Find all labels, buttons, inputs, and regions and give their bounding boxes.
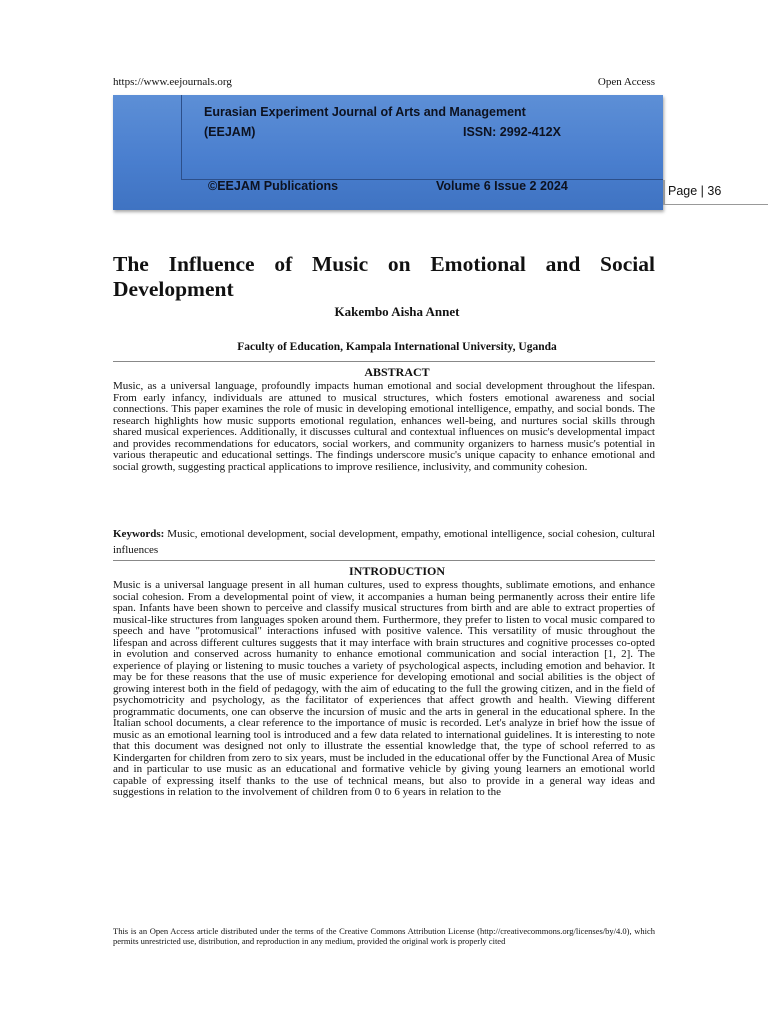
journal-abbrev: (EEJAM) bbox=[204, 125, 256, 139]
introduction-heading: INTRODUCTION bbox=[348, 564, 445, 578]
keywords-list: Music, emotional development, social development, empathy, emotional intelligence, social cohesion, cultural influences bbox=[113, 528, 655, 556]
journal-abbrev-row bbox=[204, 125, 604, 139]
introduction-text: Music is a universal language present in all human cultures, used to express thoughts, sublimate emotions, and enhance social cohesion. From a developmental point of view, it accompanies a human being permanently across their entire life span. Infants have been shown to perceive and classify musical structures from birth and are able to extract properties of musical-like structures from languages spoken around them. Furthermore, they prefer to listen to vocal music compared to speech and have "protomusical" interactions infused with positive valence. This versatility of music throughout the lifespan and across different cultures suggests that it may interface with brain structures and cognitive processes co-opted in evolution and conserved across humanity to enhance emotional communication and social interaction [1, 2]. The experience of playing or listening to music touches a variety of psychological aspects, including emotion and behavior. It may be for these reasons that the use of music experience for developing emotional and social abilities is the object of growing interest both in the field of pedagogy, with the aim of educating to the full the growing citizen, and in the field of psychomotricity and psychology, as the facilitator of experiences that affect growth and health. Viewing different programmatic documents, one can observe the incursion of music and the arts in general in the educational sphere. In the Italian school documents, a clear reference to the importance of music is recorded. Let's analyze in brief how the issue of music as an emotional learning tool is introduced and a few data related to international guidelines. It is interesting to note that this document was designed not only to illustrate the essential knowledge that, the type of school referred to as Kindergarten for children from zero to six years, must be included in the educational offer by the Functional Area of Music and in particular to use music as an educational and formative vehicle by giving young learners an emotional world capable of expressing itself thanks to the use of technical means, but also to provide in a general way ideas and suggestions in relation to the involvement of children from 0 to 6 years in relation to the bbox=[113, 579, 655, 798]
banner-divider-vertical bbox=[181, 95, 182, 179]
volume-issue: Volume 6 Issue 2 2024 bbox=[436, 179, 568, 193]
publisher-name: ©EEJAM Publications bbox=[208, 179, 339, 193]
keywords-label: Keywords: bbox=[113, 528, 165, 540]
page-number-bar bbox=[663, 180, 665, 204]
journal-banner bbox=[113, 95, 663, 210]
open-access-label: Open Access bbox=[597, 76, 655, 88]
article-title: The Influence of Music on Emotional and Social Development bbox=[113, 252, 655, 301]
top-header-bar bbox=[113, 76, 655, 92]
license-footer: This is an Open Access article distributed under the terms of the Creative Commons Attribution License (http://creativecommons.org/licenses/by/4.0), which permits unrestricted use, distribution, and reproduction in any medium, provided the original work is properly cited bbox=[113, 926, 655, 946]
journal-url[interactable]: https://www.eejournals.org bbox=[113, 76, 232, 88]
journal-name: Eurasian Experiment Journal of Arts and Management bbox=[204, 105, 526, 119]
author-affiliation: Faculty of Education, Kampala International University, Uganda bbox=[237, 341, 557, 353]
page-number: Page | 36 bbox=[668, 184, 722, 198]
abstract-text: Music, as a universal language, profoundly impacts human emotional and social development throughout the lifespan. From early infancy, individuals are attuned to musical structures, which fosters emotional awareness and social connections. This paper examines the role of music in developing emotional intelligence, empathy, and social bonds. The research highlights how music supports emotional regulation, enhances well-being, and nurtures social skills through shared musical experiences. Additionally, it discusses cultural and contextual influences on music's developmental impact and provides recommendations for educators, social workers, and community organizers to harness music's potential in various therapeutic and educational settings. The findings underscore music's unique capacity to enhance emotional and social growth, suggesting practical applications to improve resilience, inclusivity, and community cohesion. bbox=[113, 380, 655, 473]
publisher-row bbox=[208, 179, 608, 193]
journal-issn: ISSN: 2992-412X bbox=[463, 125, 561, 139]
page-number-box bbox=[663, 180, 768, 205]
abstract-top-rule bbox=[113, 361, 655, 362]
abstract-heading: ABSTRACT bbox=[364, 365, 430, 379]
article-author: Kakembo Aisha Annet bbox=[334, 304, 460, 319]
intro-top-rule bbox=[113, 560, 655, 561]
keywords bbox=[113, 526, 655, 558]
